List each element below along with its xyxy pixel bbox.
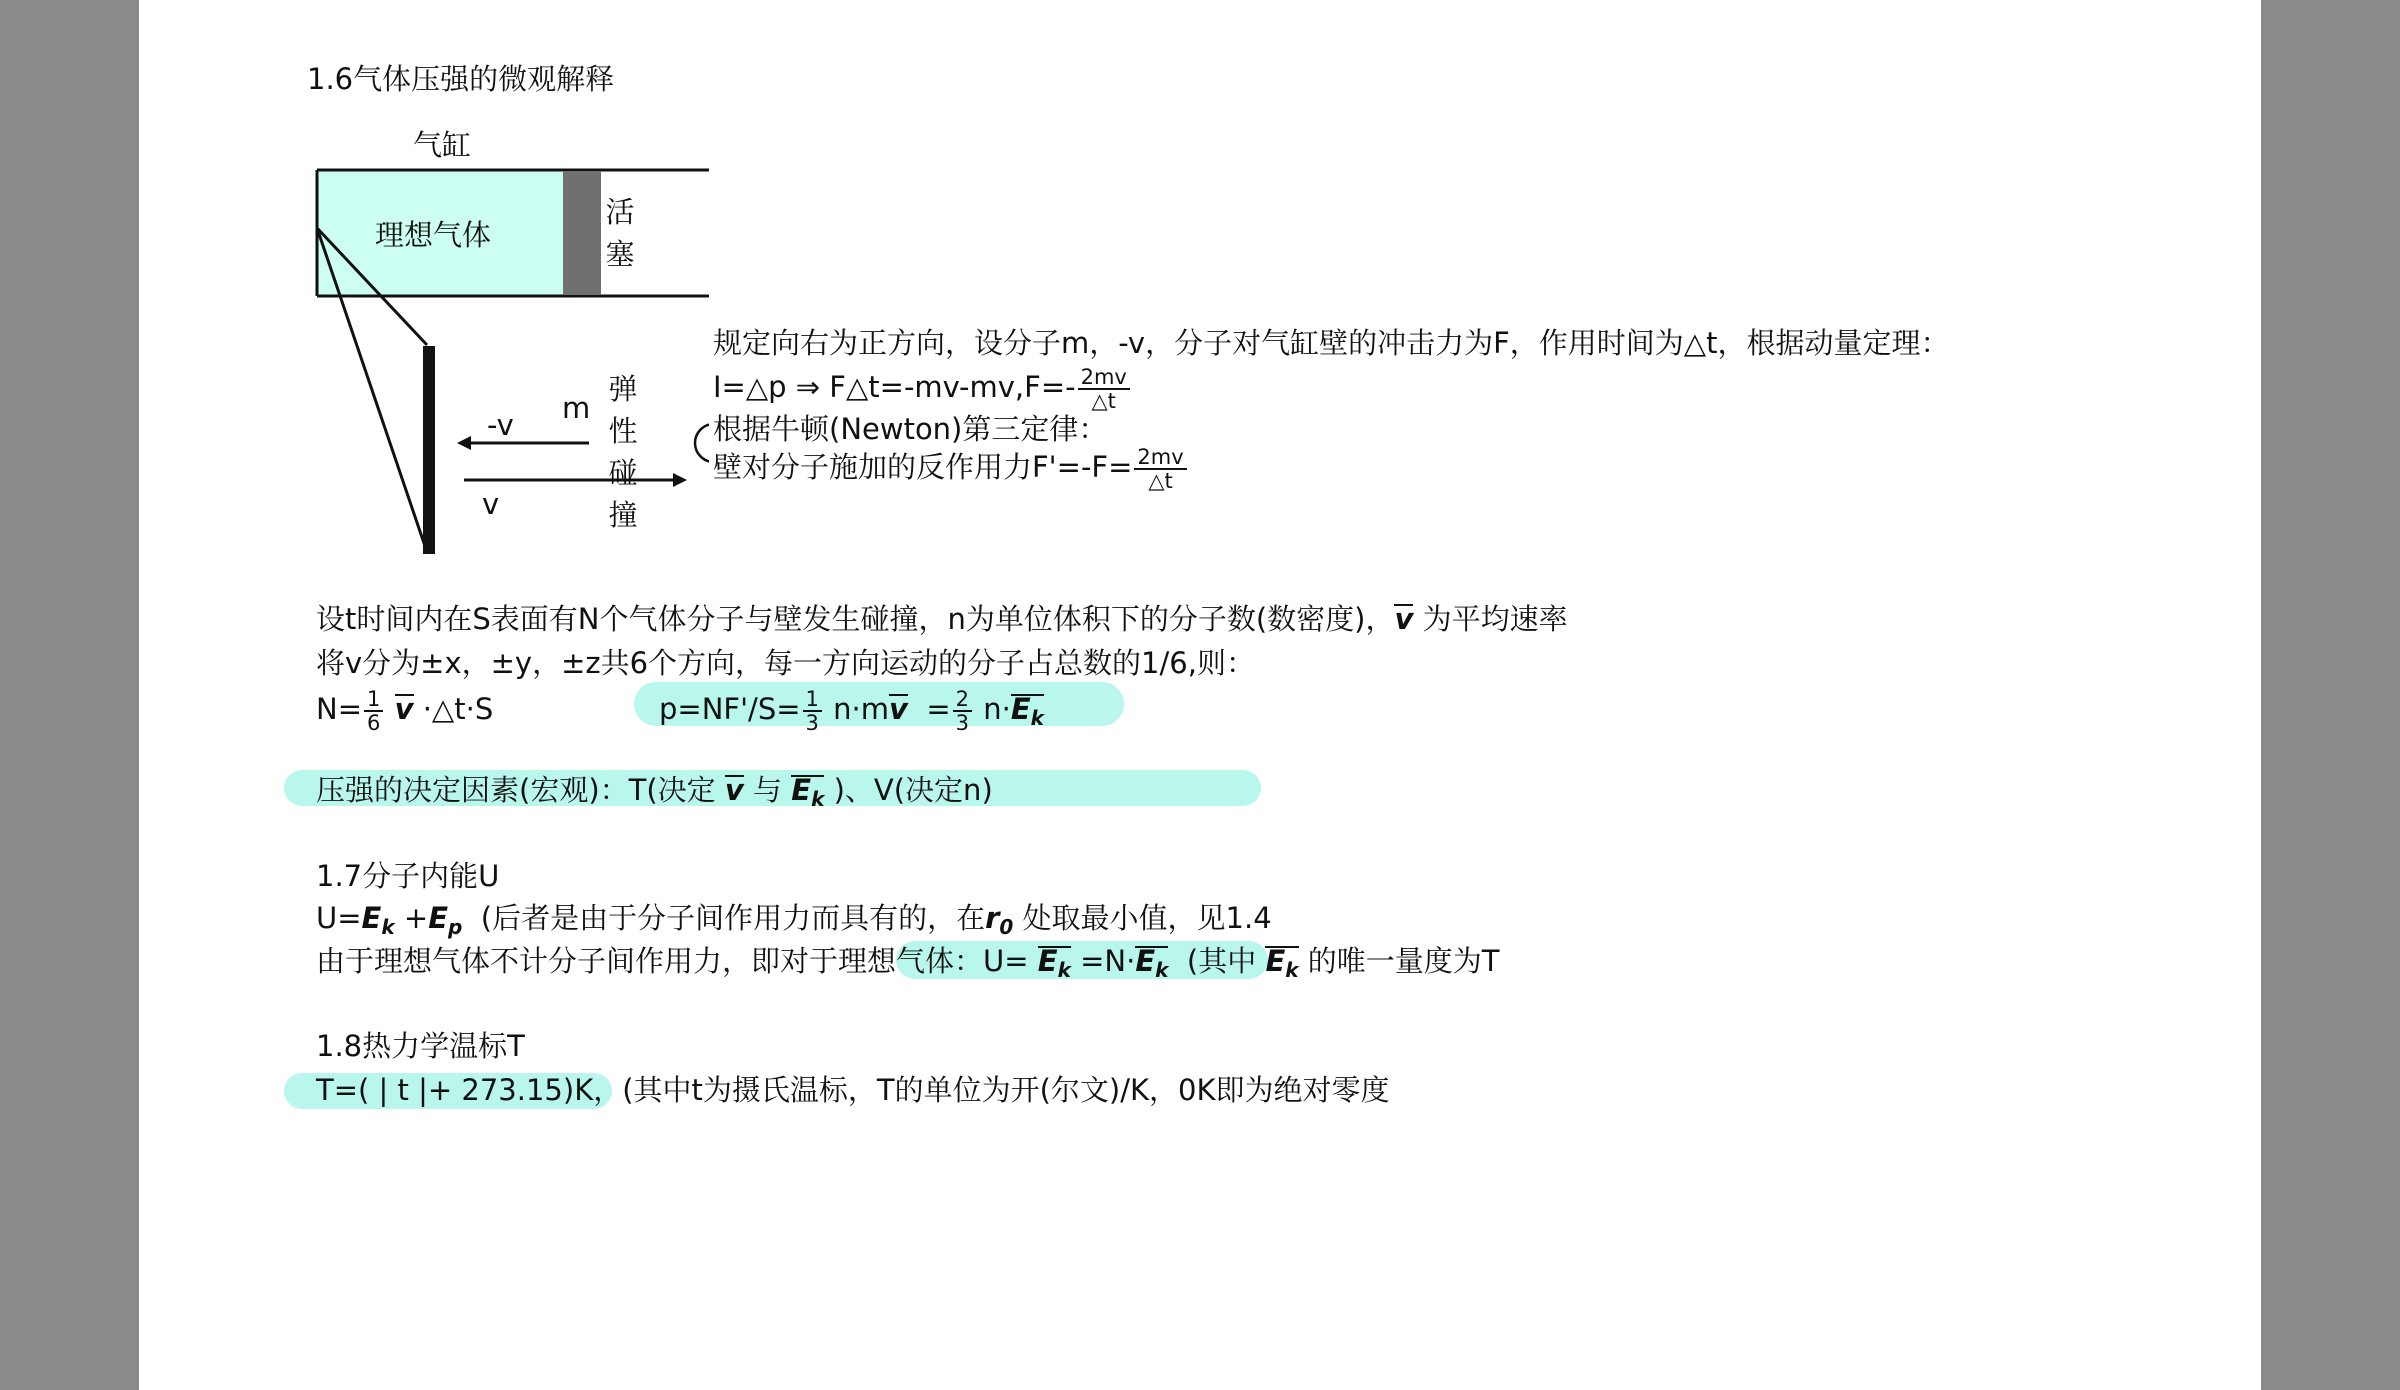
average-velocity-symbol: v: [394, 692, 414, 726]
gas-cylinder-diagram: [309, 160, 709, 560]
velocity-right-label: v: [482, 487, 500, 521]
formula-part: p=NF'/S=: [659, 692, 801, 726]
temperature-formula: T=( | t |+ 273.15)K，: [316, 1073, 623, 1107]
cylinder-wall: [423, 346, 435, 554]
paragraph-line-2: 将v分为±x，±y，±z共6个方向，每一方向运动的分子占总数的1/6,则：: [316, 646, 1255, 680]
line-text: 由于理想气体不计分子间作用力，即对于: [316, 944, 839, 978]
paragraph-line-1: [316, 602, 1568, 636]
pressure-formula: [659, 688, 1044, 734]
pressure-factors-line: [316, 773, 993, 812]
formula-part: +: [403, 901, 429, 935]
radius-subscript: 0: [999, 915, 1014, 939]
factors-text: )、V(决定n): [833, 773, 993, 807]
fraction-numerator: 2mv: [1134, 446, 1186, 470]
kinetic-energy-symbol: [791, 775, 824, 812]
energy-letter: E: [791, 773, 812, 807]
line-text: (其中: [1186, 944, 1257, 978]
section-title-1-6: 1.6气体压强的微观解释: [307, 62, 615, 96]
fraction-numerator: 2mv: [1078, 366, 1130, 390]
average-velocity-symbol: v: [888, 692, 908, 726]
formula-part: =N·: [1080, 944, 1136, 978]
formula-part: n·m: [833, 692, 889, 726]
collision-count-formula: [316, 688, 493, 734]
formula-suffix: ·△t·S: [422, 692, 494, 726]
fraction-2mv-dt: [1078, 366, 1130, 412]
fraction-two-thirds: [953, 688, 972, 734]
piston-label: 活塞: [605, 195, 635, 271]
formula-prefix: N=: [316, 692, 362, 726]
velocity-left-label: -v: [487, 408, 514, 442]
energy-letter: E: [428, 901, 448, 935]
fraction-denominator: △t: [1148, 469, 1173, 493]
factors-text: 与: [753, 773, 783, 807]
average-velocity-symbol: v: [1394, 602, 1414, 636]
fraction-numerator: 2: [953, 688, 972, 712]
section-title-1-7: 1.7分子内能U: [316, 859, 500, 893]
energy-subscript: k: [381, 915, 395, 939]
energy-letter: E: [1010, 692, 1031, 726]
paragraph-line-1-text: 设t时间内在S表面有N个气体分子与壁发生碰撞，n为单位体积下的分子数(数密度)，: [316, 602, 1395, 636]
fraction-one-third: [803, 688, 822, 734]
fraction-denominator: △t: [1091, 389, 1116, 413]
energy-subscript: k: [1155, 958, 1169, 982]
internal-energy-line-2: [316, 944, 1500, 983]
momentum-line-2: [713, 366, 1132, 412]
gas-label: 理想气体: [375, 218, 492, 252]
energy-letter: E: [361, 901, 382, 935]
fraction-denominator: 6: [367, 711, 381, 735]
energy-subscript: k: [1057, 958, 1071, 982]
line-text: (后者是由于分子间作用力而具有的，在: [480, 901, 986, 935]
fraction-denominator: 3: [955, 711, 970, 735]
momentum-line-4: [713, 446, 1189, 492]
line-text: 的唯一量度为T: [1307, 944, 1500, 978]
factors-text: 压强的决定因素(宏观)：T(决定: [316, 773, 716, 807]
energy-subscript: k: [811, 787, 825, 811]
molecule-circle: [695, 424, 709, 462]
molecule-label: m: [562, 391, 591, 425]
section-title-1-8: 1.8热力学温标T: [316, 1029, 525, 1063]
kinetic-energy-symbol: [1265, 946, 1298, 983]
formula-part: U=: [316, 901, 362, 935]
kinetic-energy-symbol: [1038, 946, 1071, 983]
elastic-collision-label: 弹性碰撞: [608, 372, 638, 532]
average-velocity-symbol: v: [724, 773, 744, 807]
temperature-explanation: (其中t为摄氏温标，T的单位为开(尔文)/K，0K即为绝对零度: [622, 1073, 1390, 1107]
formula-part: 理想气体：U=: [838, 944, 1029, 978]
energy-letter: E: [1037, 944, 1058, 978]
document-page: [139, 0, 2261, 1390]
fraction-numerator: 1: [803, 688, 822, 712]
piston: [563, 171, 601, 295]
momentum-line-1: 规定向右为正方向，设分子m，-v，分子对气缸壁的冲击力为F，作用时间为△t，根据动量定理：: [713, 326, 1950, 360]
fraction-2mv-dt: [1134, 446, 1186, 492]
formula-part: n·: [983, 692, 1011, 726]
kinetic-energy-symbol: [1011, 694, 1044, 731]
temperature-line: [316, 1073, 1390, 1107]
cylinder-label: 气缸: [413, 128, 472, 162]
momentum-line-4-text: 壁对分子施加的反作用力F'=-F=: [713, 450, 1133, 484]
energy-letter: E: [1265, 944, 1286, 978]
internal-energy-line-1: [316, 901, 1272, 944]
line-text: 处取最小值，见1.4: [1022, 901, 1272, 935]
fraction-one-sixth: [364, 688, 383, 734]
formula-part: =: [926, 692, 951, 726]
energy-letter: E: [1135, 944, 1156, 978]
energy-subscript: k: [1285, 958, 1299, 982]
momentum-line-3: 根据牛顿(Newton)第三定律：: [713, 412, 1108, 446]
energy-subscript: p: [448, 915, 463, 939]
paragraph-line-1-tail: 为平均速率: [1422, 602, 1568, 636]
kinetic-energy-symbol: [1135, 946, 1168, 983]
fraction-numerator: 1: [364, 688, 383, 712]
radius-letter: r: [985, 901, 1000, 935]
energy-subscript: k: [1030, 706, 1044, 730]
momentum-line-2-text: I=△p ⇒ F△t=-mv-mv,F=-: [713, 370, 1076, 404]
fraction-denominator: 3: [805, 711, 819, 735]
